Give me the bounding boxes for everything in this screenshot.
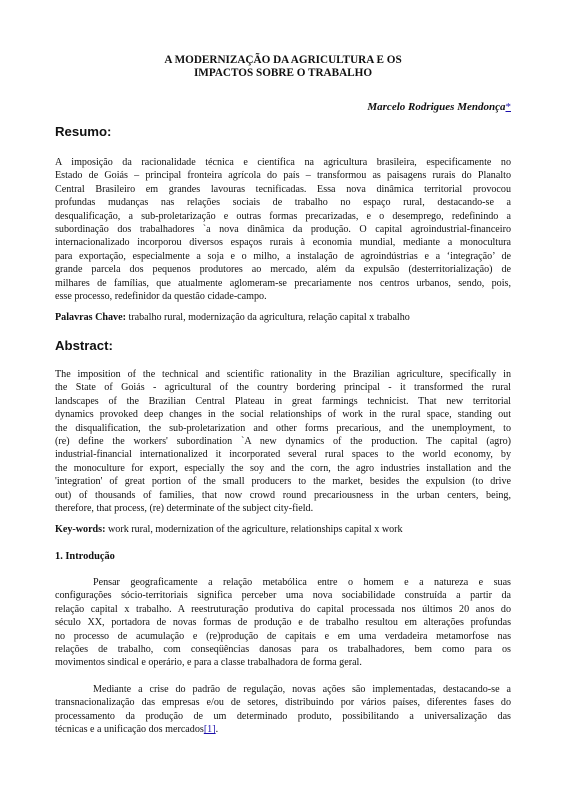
key-words-text: work rural, modernization of the agriculture, relationships capital x work — [105, 524, 403, 535]
intro-line: Pensar geograficamente a relação metabólica entre o homem e a natureza e suas — [93, 577, 511, 588]
abstract-line: industrial-financial internationalized it incorporated several rural spaces to the world economy, by — [55, 449, 511, 461]
intro-line: transnacionalização das empresas e/ou de setores, distribuindo por vários países, diferentes fases do — [55, 697, 511, 709]
author-name: Marcelo Rodrigues Mendonça — [367, 101, 506, 113]
abstract-line: 'integration' of great portion of the small producers to the market, besides the expulsion (to drive — [55, 476, 511, 488]
footnote-link-1[interactable]: [1] — [203, 724, 216, 736]
title-line-1: A MODERNIZAÇÃO DA AGRICULTURA E OS — [164, 54, 402, 66]
key-words — [55, 524, 515, 535]
resumo-line: Central Brasileiro em grandes lavouras tecnificadas. Essa nova dinâmica territorial provocou — [55, 183, 511, 195]
abstract-line: therefore, that process, (re) determinate of the subject city-field. — [55, 503, 314, 515]
abstract-line: The imposition of the technical and scientific rationality in the Brazilian agriculture, specifically in — [55, 369, 511, 380]
resumo-heading: Resumo: — [55, 124, 112, 139]
resumo-line: para exportação, especialmente a soja e o milho, a instalação de agroindústrias e a ‘integração’ de — [55, 250, 511, 262]
intro-line: relações de trabalho, com conseqüências danosas para os trabalhadores, bem como para os — [55, 644, 511, 656]
resumo-paragraph — [55, 156, 511, 303]
abstract-line: dynamics provoked deep changes in the social relationships of work in the rural space, standing out — [55, 409, 511, 421]
resumo-line: subordinação dos trabalhadores `a nova dinâmica da produção. O capital agroindustrial-financeiro — [55, 224, 511, 236]
intro-line: relação capital x trabalho. A reestruturação produtiva do capital processada nos últimos 20 anos do — [55, 603, 511, 615]
abstract-line: the State of Goiás - agricultural of the country bordering principal - it transformed the rural — [55, 382, 511, 394]
abstract-line: the monoculture for export, especially the soy and the corn, the agro industries installation and the — [55, 462, 511, 474]
abstract-line: the disqualification, the sub-proletarization and other forms precarious, and the unemployment, to — [55, 422, 511, 434]
resumo-line: grande parcela dos pequenos produtores ao mercado, além da expulsão (desterritorialização) de — [55, 264, 511, 276]
intro-line: no processo de acumulação e (re)produção de capitais e em uma verdadeira metamorfose nas — [55, 630, 511, 642]
intro-line-end: . — [215, 724, 219, 736]
resumo-line: A imposição da racionalidade técnica e científica na agricultura brasileira, especificamente no — [55, 157, 511, 168]
intro-line-final — [55, 723, 511, 736]
author-footnote-link[interactable]: * — [505, 101, 511, 113]
title-line-2: IMPACTOS SOBRE O TRABALHO — [193, 67, 373, 79]
intro-line: Mediante a crise do padrão de regulação, novas ações são implementadas, destacando-se a — [93, 684, 511, 695]
intro-line: processamento da produção de um determinado produto, possibilitando a universalização das — [55, 710, 511, 722]
intro-paragraph-2 — [55, 683, 511, 737]
resumo-line: esse processo, redefinidor da questão cidade-campo. — [55, 291, 267, 303]
paper-title — [0, 54, 566, 80]
intro-line: configurações sócio-territoriais significa perceber uma nova sociabilidade construída a partir da — [55, 590, 511, 602]
palavras-chave — [55, 312, 515, 323]
section-heading-introducao: 1. Introdução — [55, 551, 115, 562]
author-line — [367, 101, 511, 113]
intro-line: movimentos sindical e operário, e para a classe trabalhadora de forma geral. — [55, 657, 362, 669]
palavras-chave-text: trabalho rural, modernização da agricultura, relação capital x trabalho — [125, 312, 410, 323]
abstract-line: out) of thousands of families, that now crowd round precariousness in the urban centers, being, — [55, 489, 511, 501]
resumo-line: milhares de famílias, que atualmente aglomeram-se precariamente nos centros urbanos, sendo, pois, — [55, 277, 511, 289]
palavras-chave-label: Palavras Chave: — [55, 312, 126, 323]
resumo-line: Estado de Goiás – principal fronteira agrícola do país – transformou as paisagens rurais do Planalto — [55, 170, 511, 182]
intro-paragraph-1 — [55, 576, 511, 670]
resumo-line: internacionalizado incorporou diversos espaços rurais à economia mundial, mediante a monocultura — [55, 237, 511, 249]
resumo-line: desqualificação, a sub-proletarização e outras formas precarizadas, e o desemprego, redefinindo a — [55, 210, 511, 222]
abstract-line: (re) define the workers' subordination `A new dynamics of the production. The capital (agro) — [55, 436, 511, 448]
key-words-label: Key-words: — [55, 524, 106, 535]
abstract-line: landscapes of the Brazilian Central Plateau in great farmings technicist. That new territorial — [55, 395, 511, 407]
intro-line-text: técnicas e a unificação dos mercados — [55, 724, 204, 736]
intro-line: século XX, portadora de novas formas de produção e de trabalho resultou em alterações profundas — [55, 617, 511, 629]
abstract-paragraph — [55, 368, 511, 515]
abstract-heading: Abstract: — [55, 338, 113, 353]
resumo-line: profundas mudanças nas relações sociais de trabalho no espaço rural, destacando-se a — [55, 197, 511, 209]
